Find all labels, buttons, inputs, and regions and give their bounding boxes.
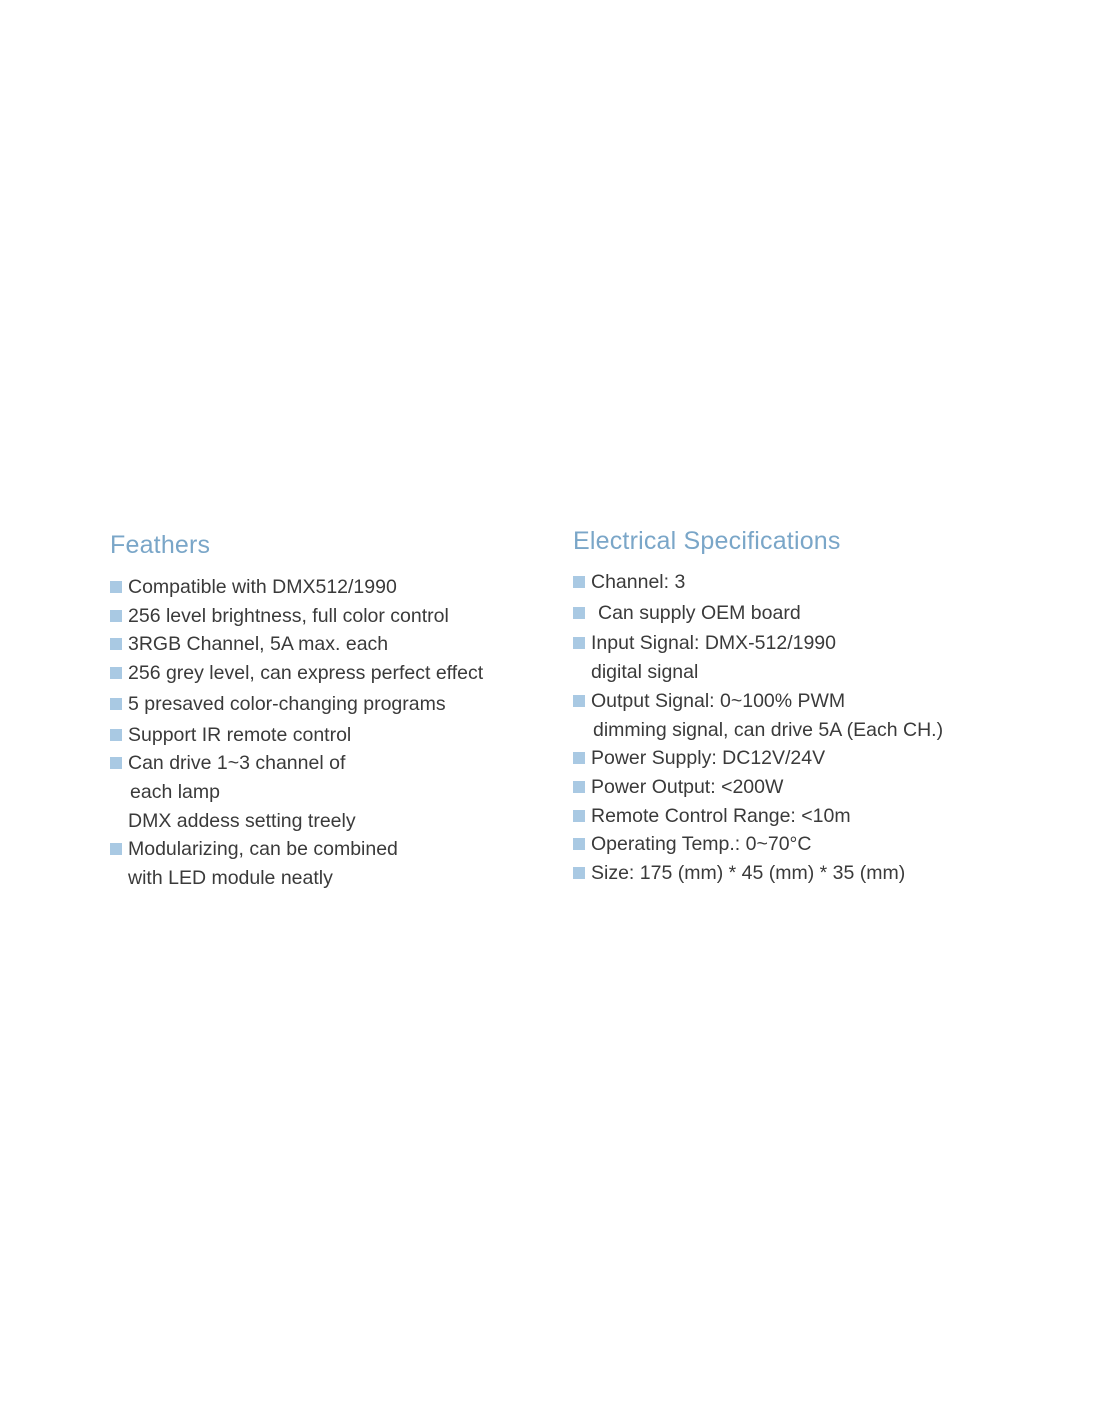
list-item [110, 807, 540, 836]
list-item [110, 602, 540, 631]
list-item-text-continued: dimming signal, can drive 5A (Each CH.) [593, 718, 944, 741]
square-bullet-icon [573, 607, 585, 619]
list-item-text: Remote Control Range: <10m [591, 804, 851, 827]
list-item [573, 568, 1033, 597]
square-bullet-icon [573, 838, 585, 850]
list-item-text: 256 grey level, can express perfect effect [128, 662, 484, 685]
square-bullet-icon [110, 698, 122, 710]
features-list [110, 573, 540, 893]
square-bullet-icon [110, 843, 122, 855]
list-item-text: Channel: 3 [591, 571, 686, 593]
list-item [573, 687, 1033, 744]
square-bullet-icon [110, 667, 122, 679]
square-bullet-icon [573, 695, 585, 707]
square-bullet-icon [573, 637, 585, 649]
list-item-text: Modularizing, can be combined [128, 838, 398, 861]
list-item [110, 659, 540, 688]
square-bullet-icon [573, 576, 585, 588]
square-bullet-icon [573, 867, 585, 879]
list-item-text: Output Signal: 0~100% PWM [591, 689, 846, 712]
list-item [573, 802, 1033, 831]
square-bullet-icon [110, 638, 122, 650]
list-item-text: Power Supply: DC12V/24V [591, 747, 826, 770]
list-item-text-continued: with LED module neatly [128, 867, 333, 890]
list-item [573, 830, 1033, 859]
list-item-text: Input Signal: DMX-512/1990 [591, 632, 836, 655]
list-item [573, 859, 1033, 888]
features-heading: Feathers [110, 531, 211, 559]
features-section [110, 528, 540, 893]
list-item-text: Can drive 1~3 channel of [128, 752, 346, 775]
square-bullet-icon [110, 581, 122, 593]
list-item-text: DMX addess setting treely [128, 809, 356, 832]
list-item [110, 630, 540, 659]
specs-list [573, 568, 1033, 888]
list-item-text: 3RGB Channel, 5A max. each [128, 633, 389, 656]
list-item-text: Can supply OEM board [598, 601, 801, 624]
square-bullet-icon [110, 610, 122, 622]
square-bullet-icon [573, 810, 585, 822]
list-item-text: 256 level brightness, full color control [128, 604, 449, 627]
list-item [573, 744, 1033, 773]
list-item-text: Power Output: <200W [591, 775, 784, 798]
specs-heading: Electrical Specifications [573, 527, 841, 555]
list-item-text: Support IR remote control [128, 723, 352, 746]
list-item-text: Operating Temp.: 0~70°C [591, 833, 812, 856]
list-item-text-continued: each lamp [130, 780, 220, 803]
list-item [573, 629, 1033, 686]
square-bullet-icon [110, 729, 122, 741]
list-item-text: Compatible with DMX512/1990 [128, 576, 397, 598]
square-bullet-icon [573, 752, 585, 764]
square-bullet-icon [573, 781, 585, 793]
list-item [573, 773, 1033, 802]
list-item [110, 690, 540, 719]
list-item [110, 749, 540, 806]
list-item [573, 599, 1033, 628]
list-item-text: Size: 175 (mm) * 45 (mm) * 35 (mm) [591, 862, 906, 885]
square-bullet-icon [110, 757, 122, 769]
list-item [110, 835, 540, 892]
list-item-text-continued: digital signal [591, 661, 699, 684]
list-item [110, 721, 540, 750]
list-item [110, 573, 540, 602]
specs-section [573, 524, 1033, 888]
list-item-text: 5 presaved color-changing programs [128, 692, 446, 715]
